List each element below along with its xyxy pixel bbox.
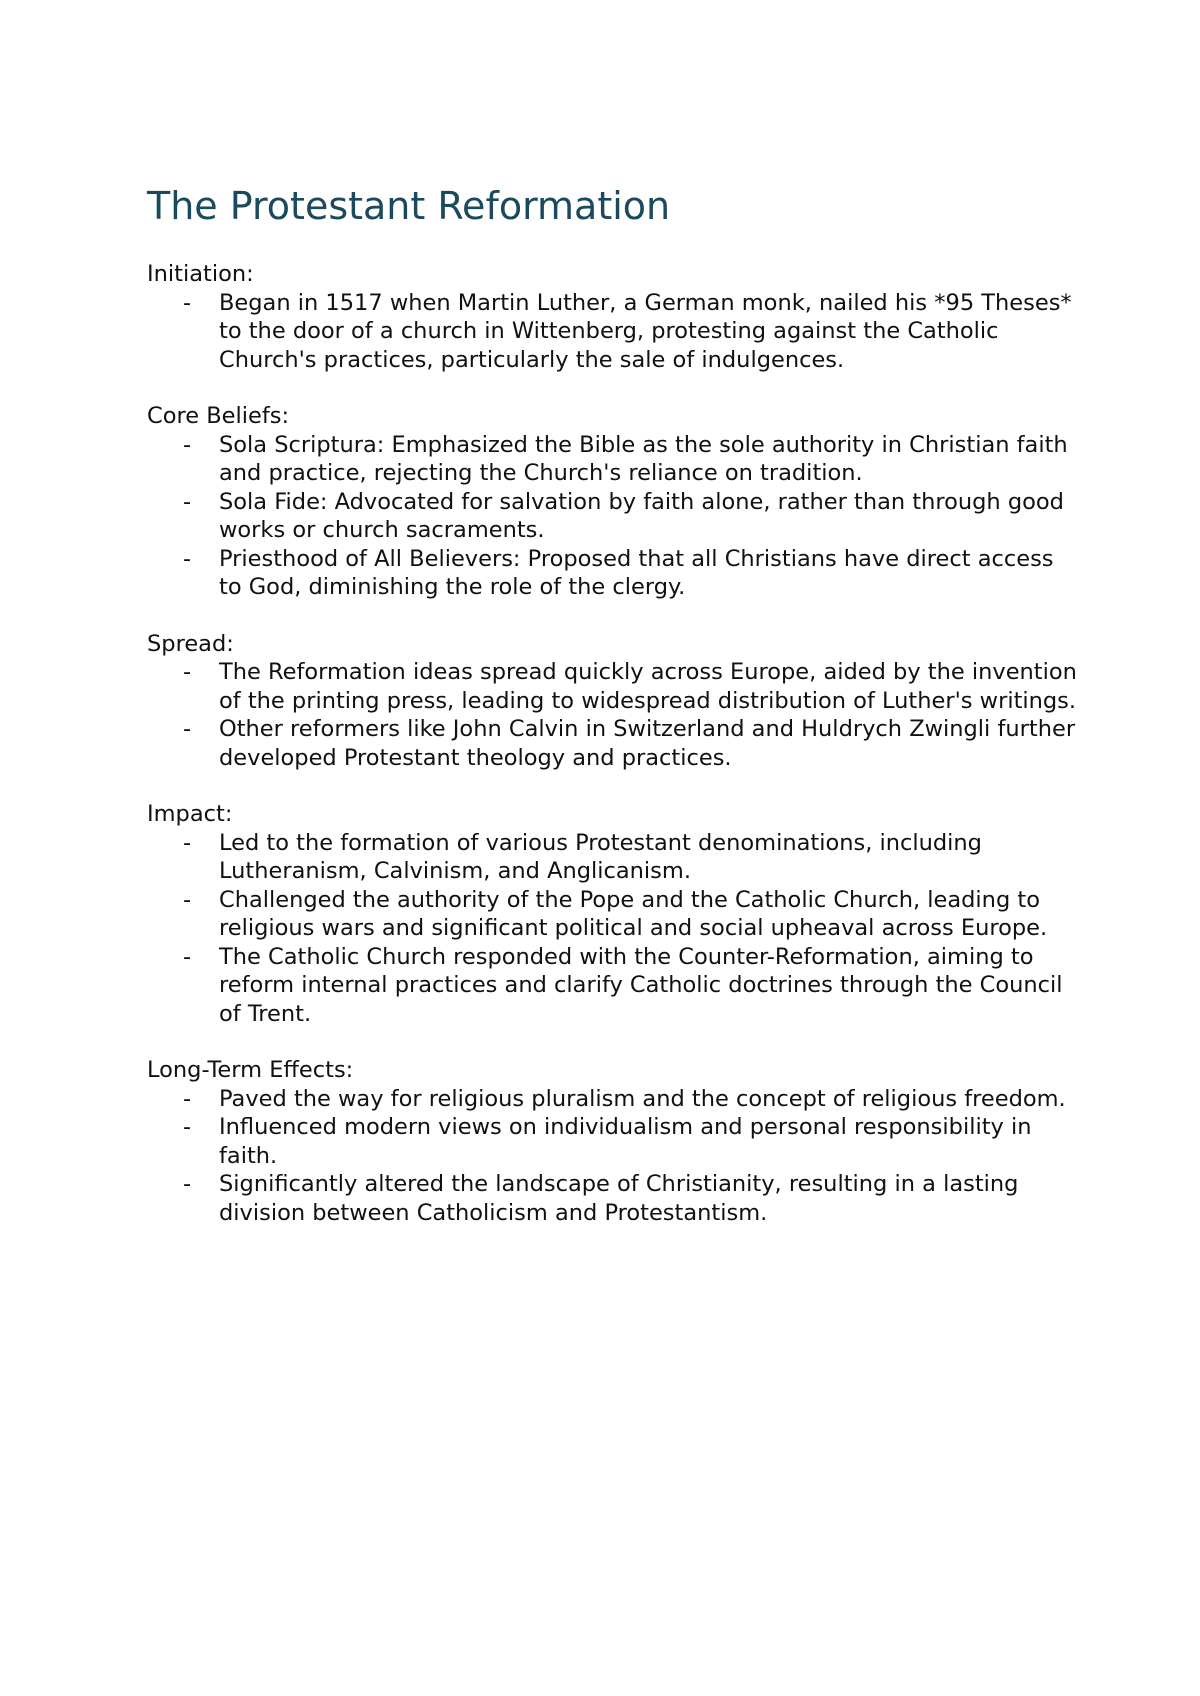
- bullet-text: Led to the formation of various Protestant denominations, including Lutheranism, Calvinism, and Anglicanism.: [219, 829, 982, 884]
- section-heading: Initiation:: [147, 261, 254, 287]
- bullet-item: [147, 1085, 1077, 1114]
- section: [147, 630, 1077, 773]
- bullet-text: Began in 1517 when Martin Luther, a German monk, nailed his *95 Theses* to the door of a church in Wittenberg, protesting against the Catholic Church's practices, particularly the sale of indulgences.: [219, 289, 1072, 373]
- bullet-text: Sola Scriptura: Emphasized the Bible as the sole authority in Christian faith and practice, rejecting the Church's reliance on tradition.: [219, 431, 1068, 486]
- section-heading: Core Beliefs:: [147, 403, 290, 429]
- bullet-item: [147, 1170, 1077, 1227]
- bullet-dash: -: [183, 289, 192, 316]
- bullet-text: Significantly altered the landscape of Christianity, resulting in a lasting division between Catholicism and Protestantism.: [219, 1171, 1019, 1226]
- bullet-list: [147, 431, 1077, 602]
- bullet-list: [147, 289, 1077, 375]
- bullet-item: [147, 289, 1077, 375]
- bullet-text: Paved the way for religious pluralism and the concept of religious freedom.: [219, 1085, 1066, 1112]
- bullet-item: [147, 545, 1077, 602]
- section: [147, 800, 1077, 1028]
- bullet-text: Other reformers like John Calvin in Switzerland and Huldrych Zwingli further developed Protestant theology and practices.: [219, 716, 1076, 771]
- document-title: The Protestant Reformation: [147, 184, 671, 228]
- bullet-dash: -: [183, 431, 192, 458]
- bullet-list: [147, 829, 1077, 1029]
- bullet-list: [147, 1085, 1077, 1228]
- bullet-dash: -: [183, 659, 192, 685]
- bullet-item: [147, 829, 1077, 886]
- section: [147, 402, 1077, 602]
- document-body: [147, 260, 1077, 1227]
- bullet-dash: -: [183, 886, 192, 913]
- bullet-dash: -: [183, 545, 192, 572]
- bullet-text: The Catholic Church responded with the Counter-Reformation, aiming to reform internal practices and clarify Catholic doctrines through the Council of Trent.: [219, 943, 1063, 1027]
- bullet-dash: -: [183, 1171, 192, 1197]
- bullet-dash: -: [183, 1085, 192, 1112]
- bullet-text: The Reformation ideas spread quickly across Europe, aided by the invention of the printing press, leading to widespread distribution of Luther's writings.: [219, 659, 1077, 714]
- bullet-dash: -: [183, 716, 192, 742]
- bullet-text: Priesthood of All Believers: Proposed that all Christians have direct access to God, diminishing the role of the clergy.: [219, 545, 1054, 600]
- bullet-item: [147, 1113, 1077, 1170]
- bullet-item: [147, 658, 1077, 715]
- bullet-dash: -: [183, 488, 192, 515]
- bullet-item: [147, 715, 1077, 772]
- section: [147, 260, 1077, 374]
- bullet-dash: -: [183, 829, 192, 856]
- bullet-text: Influenced modern views on individualism and personal responsibility in faith.: [219, 1114, 1032, 1169]
- bullet-list: [147, 658, 1077, 772]
- section-heading: Impact:: [147, 801, 233, 827]
- bullet-item: [147, 943, 1077, 1029]
- bullet-item: [147, 488, 1077, 545]
- bullet-item: [147, 886, 1077, 943]
- bullet-item: [147, 431, 1077, 488]
- bullet-dash: -: [183, 1114, 192, 1140]
- section-heading: Long-Term Effects:: [147, 1057, 354, 1083]
- bullet-text: Sola Fide: Advocated for salvation by faith alone, rather than through good works or church sacraments.: [219, 488, 1064, 543]
- bullet-dash: -: [183, 943, 192, 970]
- bullet-text: Challenged the authority of the Pope and the Catholic Church, leading to religious wars and significant political and social upheaval across Europe.: [219, 886, 1048, 941]
- document-page: [147, 182, 1077, 1255]
- section: [147, 1056, 1077, 1227]
- section-heading: Spread:: [147, 630, 234, 657]
